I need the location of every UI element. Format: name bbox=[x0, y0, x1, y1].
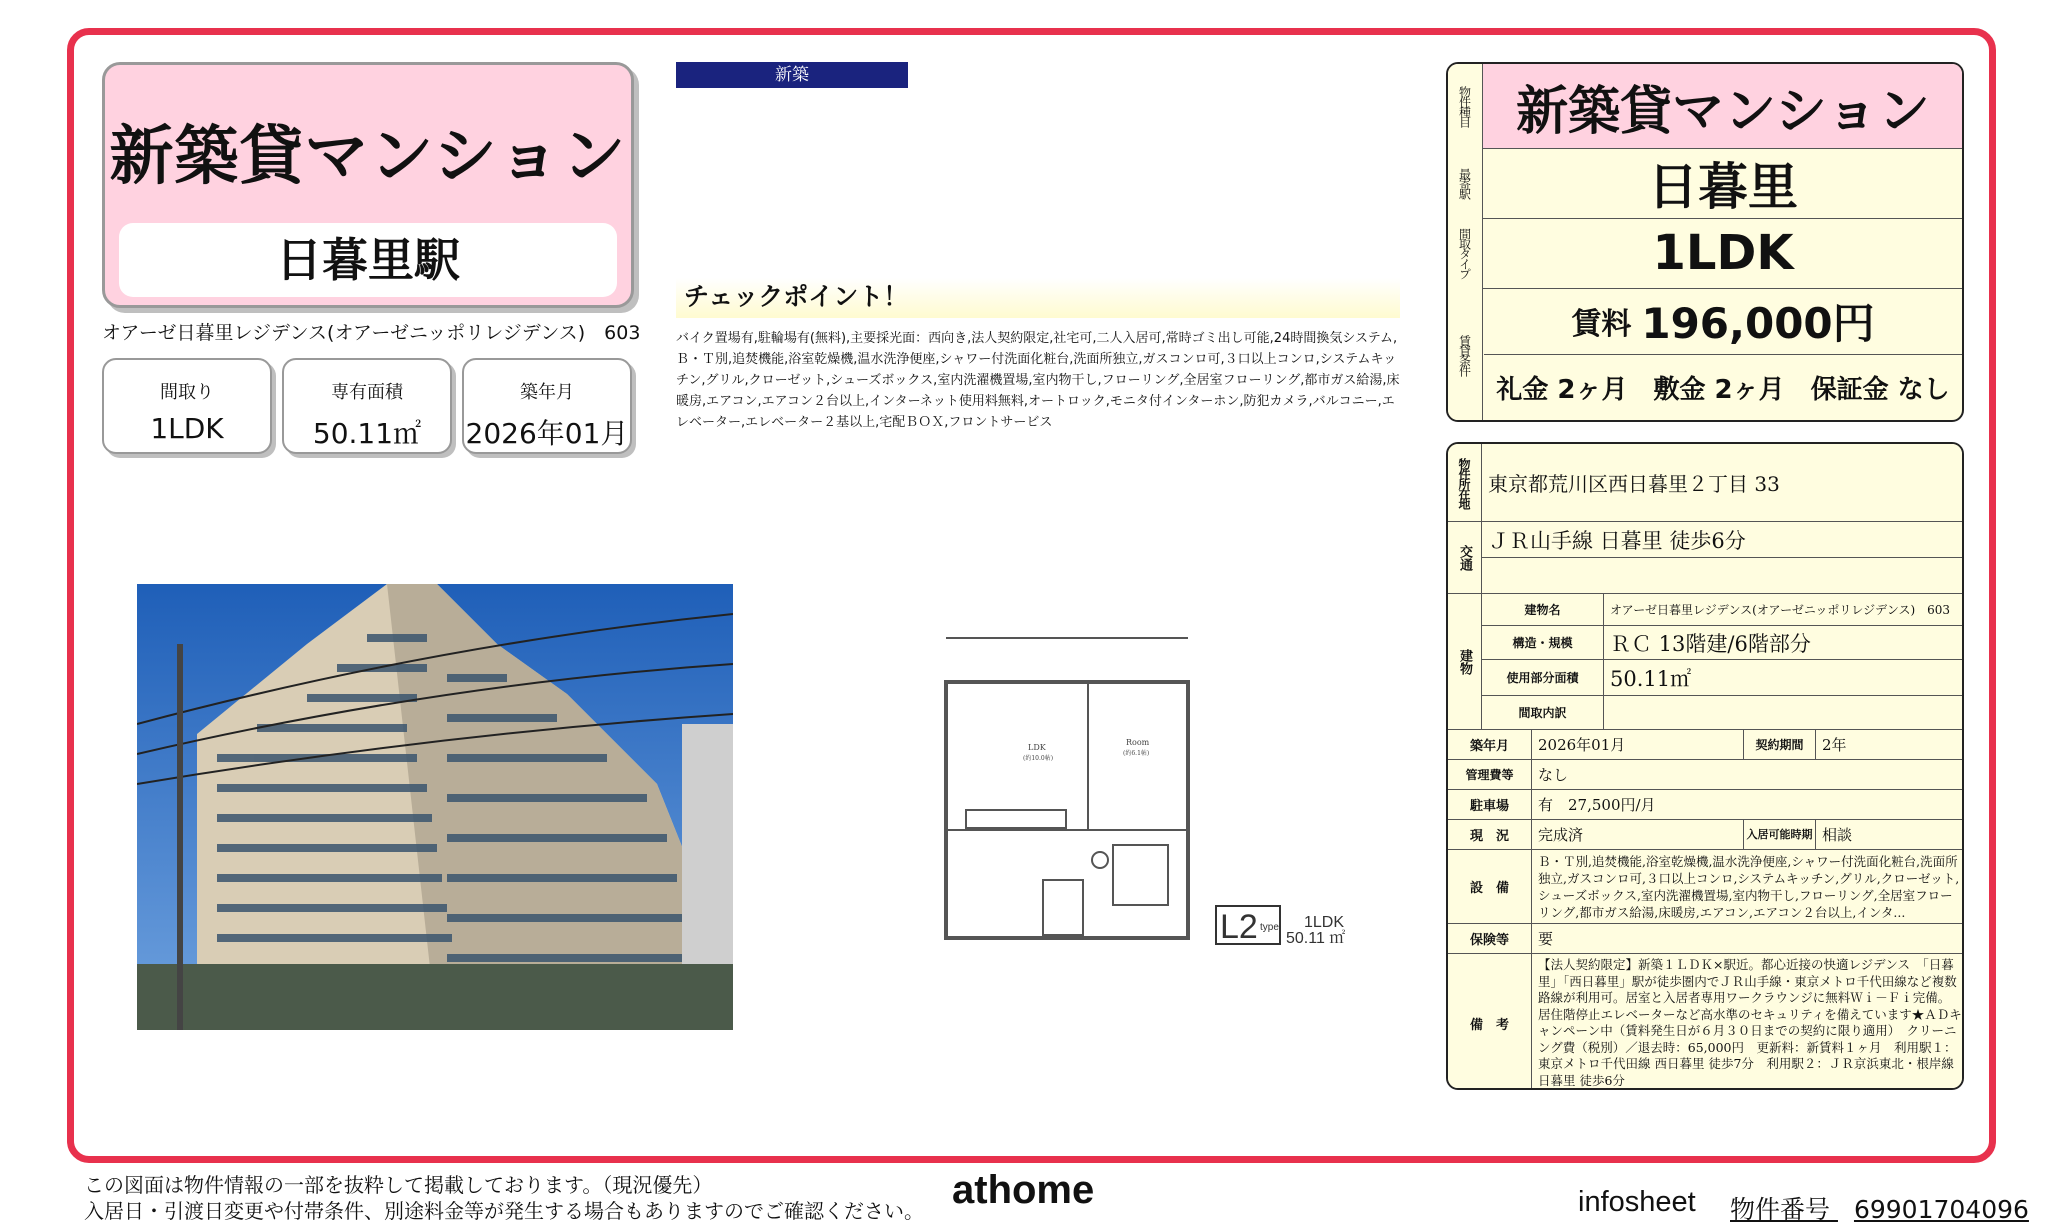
built-value: 2026年01月 bbox=[1532, 730, 1744, 760]
spec-label: 築年月 bbox=[520, 382, 574, 403]
summary-table bbox=[1446, 62, 1964, 422]
structure-label: 構造・規模 bbox=[1482, 626, 1604, 660]
structure-value: ＲＣ 13階建/6階部分 bbox=[1604, 626, 1964, 660]
athome-logo: athome bbox=[952, 1168, 1095, 1212]
spec-label: 専有面積 bbox=[331, 382, 403, 403]
row-value: 新築貸マンション bbox=[1484, 64, 1962, 148]
row-label: 最寄駅 bbox=[1448, 148, 1483, 218]
spec-layout bbox=[102, 358, 272, 454]
property-number bbox=[1730, 1190, 2029, 1226]
floor-plan bbox=[938, 630, 1358, 980]
address-label: 物件所在地 bbox=[1457, 457, 1471, 508]
row-label: 賃貸条件 bbox=[1448, 288, 1483, 422]
row-station bbox=[1448, 148, 1962, 219]
plan-room-label: Room bbox=[1126, 738, 1150, 747]
usage-area-label: 使用部分面積 bbox=[1482, 660, 1604, 696]
building-name-label: 建物名 bbox=[1482, 594, 1604, 626]
building-name-value: オアーゼ日暮里レジデンス(オアーゼニッポリレジデンス) 603 bbox=[1604, 594, 1964, 626]
footer-note-1: この図面は物件情報の一部を抜粋して掲載しております。（現況優先） bbox=[84, 1173, 713, 1197]
footer-notes bbox=[84, 1172, 924, 1224]
insurance-value: 要 bbox=[1532, 924, 1964, 954]
new-badge: 新築 bbox=[676, 62, 908, 88]
plan-type-word: type bbox=[1260, 922, 1279, 933]
status-value: 完成済 bbox=[1532, 820, 1744, 850]
checkpoint-title: チェックポイント！ bbox=[676, 278, 1400, 318]
built-label: 築年月 bbox=[1448, 730, 1532, 760]
status-label: 現 況 bbox=[1448, 820, 1532, 850]
mgmt-label: 管理費等 bbox=[1448, 760, 1532, 790]
insurance-label: 保険等 bbox=[1448, 924, 1532, 954]
row-layout-type bbox=[1448, 218, 1962, 289]
transport-label: 交通 bbox=[1457, 544, 1472, 571]
transport-value: ＪＲ山手線 日暮里 徒歩6分 bbox=[1482, 522, 1964, 558]
spec-built bbox=[462, 358, 632, 454]
contract-value: 2年 bbox=[1816, 730, 1964, 760]
spec-value: 50.11㎡ bbox=[312, 417, 422, 450]
spec-value: 2026年01月 bbox=[465, 417, 629, 450]
footer-note-2: 入居日・引渡日変更や付帯条件、別途料金等が発生する場合もありますのでご確認ください。 bbox=[84, 1199, 924, 1223]
parking-value: 有 27,500円/月 bbox=[1532, 790, 1964, 820]
equip-value: Ｂ・Ｔ別,追焚機能,浴室乾燥機,温水洗浄便座,シャワー付洗面化粧台,洗面所独立,ガスコンロ可,３口以上コンロ,システムキッチン,グリル,クローゼット,シューズボックス,室内洗濯機置場,室内物干し,フローリング,全居室フローリング,都市ガス給湯,床暖房,エアコン,エアコン２台以上,インタ... bbox=[1532, 850, 1964, 924]
row-value: 日暮里 bbox=[1648, 158, 1798, 216]
building-label: 建物 bbox=[1457, 648, 1472, 675]
spec-label: 間取り bbox=[160, 382, 214, 403]
row-rent-terms bbox=[1448, 288, 1962, 422]
plan-layout: 1LDK bbox=[1304, 914, 1345, 931]
title-card bbox=[102, 62, 634, 308]
spec-area bbox=[282, 358, 452, 454]
property-number-value: 69901704096 bbox=[1853, 1195, 2029, 1224]
plan-ldk-label: LDK bbox=[1028, 743, 1046, 752]
parking-label: 駐車場 bbox=[1448, 790, 1532, 820]
room-breakdown-value bbox=[1604, 696, 1964, 730]
row-label: 物件種目 bbox=[1448, 64, 1483, 148]
address-value: 東京都荒川区西日暮里２丁目 33 bbox=[1482, 444, 1964, 522]
row-label: 間取タイプ bbox=[1448, 218, 1483, 288]
property-number-label: 物件番号 bbox=[1730, 1195, 1831, 1224]
rent-line bbox=[1484, 288, 1962, 355]
deposit-terms: 礼金 2ヶ月 敷金 2ヶ月 保証金 なし bbox=[1496, 374, 1950, 405]
row-property-type bbox=[1448, 64, 1962, 149]
row-value: 1LDK bbox=[1652, 225, 1794, 281]
room-breakdown-label: 間取内訳 bbox=[1482, 696, 1604, 730]
checkpoint-text: バイク置場有,駐輪場有(無料),主要採光面：西向き,法人契約限定,社宅可,二人入居可,常時ゴミ出し可能,24時間換気システム,Ｂ・Ｔ別,追焚機能,浴室乾燥機,温水洗浄便座,シャワー付洗面化粧台,洗面所独立,ガスコンロ可,３口以上コンロ,システムキッチン,グリル,クローゼット,シューズボックス,室内洗濯機置場,室内物干し,フローリング,全居室フローリング,都市ガス給湯,床暖房,エアコン,エアコン２台以上,インターネット使用料無料,オートロック,モニタ付インターホン,防犯カメラ,バルコニー,エレベーター,エレベーター２基以上,宅配ＢＯＸ,フロントサービス bbox=[676, 331, 1400, 430]
building-photo bbox=[137, 584, 733, 1030]
movein-label: 入居可能時期 bbox=[1744, 820, 1816, 850]
equip-label: 設 備 bbox=[1448, 850, 1532, 924]
detail-table bbox=[1446, 442, 1964, 1090]
plan-room-size: (約6.1帖) bbox=[1123, 750, 1150, 757]
plan-area: 50.11 ㎡ bbox=[1286, 930, 1346, 947]
infosheet-label: infosheet bbox=[1578, 1186, 1696, 1218]
remarks-value: 【法人契約限定】新築１ＬＤＫ×駅近。都心近接の快適レジデンス 「日暮里」「西日暮里」駅が徒歩圏内でＪＲ山手線・東京メトロ千代田線など複数路線が利用可。居室と入居者専用ワークラウンジに無料Ｗｉ－Ｆｉ完備。居住階停止エレベーターなど高水準のセキュリティを備えています★ＡＤキャンペーン中（賃料発生日が６月３０日までの契約に限り適用） クリーニング費（税別）／退去時：65,000円 更新料：新賃料１ヶ月 利用駅１：東京メトロ千代田線 西日暮里 徒歩7分 利用駅２：ＪＲ京浜東北・根岸線 日暮里 徒歩6分 bbox=[1532, 954, 1964, 1090]
rent-label: 賃料 bbox=[1571, 307, 1632, 342]
rent-value: 196,000円 bbox=[1641, 299, 1875, 348]
building-name: オアーゼ日暮里レジデンス(オアーゼニッポリレジデンス) 603 bbox=[102, 322, 641, 344]
transport-empty bbox=[1482, 558, 1964, 594]
station-label: 日暮里駅 bbox=[119, 223, 617, 297]
usage-area-value: 50.11㎡ bbox=[1604, 660, 1964, 696]
contract-label: 契約期間 bbox=[1744, 730, 1816, 760]
mgmt-value: なし bbox=[1532, 760, 1964, 790]
plan-type-letter: L2 bbox=[1220, 908, 1258, 946]
spec-value: 1LDK bbox=[150, 412, 224, 445]
property-type-title: 新築貸マンション bbox=[109, 120, 627, 194]
movein-value: 相談 bbox=[1816, 820, 1964, 850]
plan-ldk-size: (約10.0帖) bbox=[1023, 755, 1054, 762]
remarks-label: 備 考 bbox=[1448, 954, 1532, 1090]
